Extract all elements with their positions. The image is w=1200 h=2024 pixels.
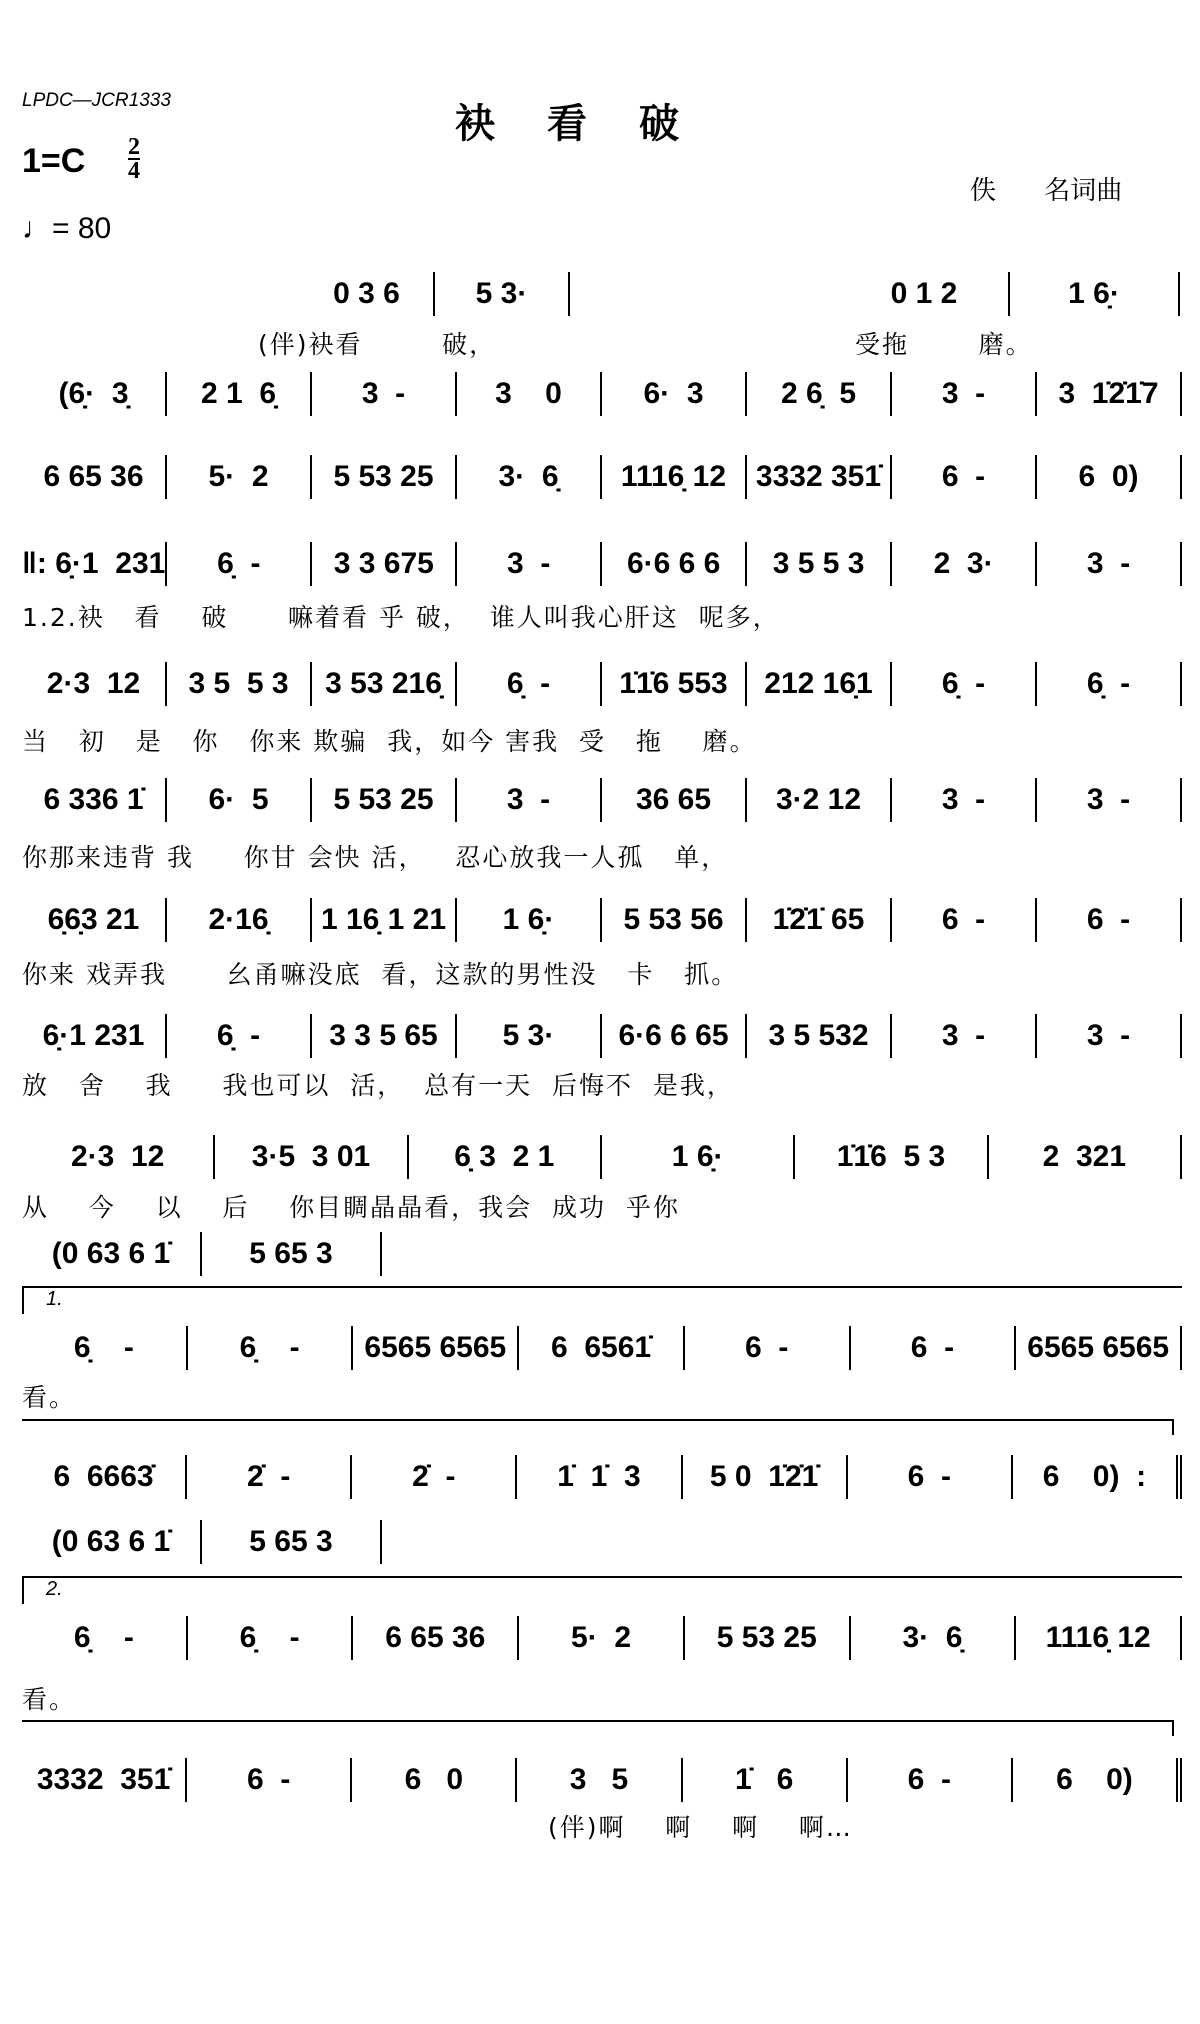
- measure: 6̣·1 231: [22, 1014, 167, 1058]
- measure: 3 -: [892, 372, 1037, 416]
- measure: (6̣· 3̣: [22, 372, 167, 416]
- measure: 2·3 12: [22, 662, 167, 706]
- measure: 6 65 36: [22, 455, 167, 499]
- score-row: [22, 372, 1182, 416]
- time-signature: [128, 136, 140, 182]
- measure: 2 3·: [892, 542, 1037, 586]
- measure: 6·6 6 6: [602, 542, 747, 586]
- measure: 6565 6565: [353, 1326, 519, 1370]
- score-row: [22, 1135, 1182, 1179]
- measure: 2·16̣: [167, 898, 312, 942]
- lyric-line: 你来 戏弄我 幺甬嘛没底 看，这款的男性没 卡 抓。: [22, 960, 739, 989]
- volta-bracket-1: [22, 1286, 1182, 1314]
- lyric-line: 1.2.袂 看 破 嘛着看 乎 破， 谁人叫我心肝这 呢多，: [22, 603, 780, 632]
- measure: 6̣ -: [1037, 662, 1182, 706]
- measure: 6 -: [848, 1455, 1013, 1499]
- measure: 5· 2: [519, 1616, 685, 1660]
- measure: 6̣ -: [457, 662, 602, 706]
- measure: 0 1 2: [840, 272, 1010, 316]
- composer-credit: 佚 名词曲: [970, 176, 1123, 206]
- measure: 2̇ -: [187, 1455, 352, 1499]
- measure: 5 3·: [435, 272, 570, 316]
- measure: 5 53 25: [685, 1616, 851, 1660]
- lyric-line: 放 舍 我 我也可以 活， 总有一天 后悔不 是我，: [22, 1071, 734, 1100]
- measure: 2 321: [989, 1135, 1182, 1179]
- volta-label: 1.: [46, 1288, 63, 1310]
- measure: 6565 6565: [1016, 1326, 1182, 1370]
- measure: 5 53 25: [312, 778, 457, 822]
- lyric-line: (伴)啊 啊 啊 啊…: [548, 1813, 853, 1842]
- score-row: [22, 455, 1182, 499]
- measure: 0 3 6: [300, 272, 435, 316]
- measure: 3 -: [457, 542, 602, 586]
- measure: 3 -: [892, 1014, 1037, 1058]
- measure: 3 5 5 3: [747, 542, 892, 586]
- measure: 3 5 5 3: [167, 662, 312, 706]
- measure: 3 5 532: [747, 1014, 892, 1058]
- pickup-row-b: [840, 272, 1180, 316]
- measure: 3 53 216̣: [312, 662, 457, 706]
- measure: 3 5: [517, 1758, 682, 1802]
- measure: 1̇1̇6 553: [602, 662, 747, 706]
- measure: 6 0): [1013, 1758, 1182, 1802]
- lyric-line: 你那来违背 我 你甘 会快 活， 忍心放我一人孤 单，: [22, 843, 729, 872]
- measure: 2·3 12: [22, 1135, 215, 1179]
- measure: 5 3·: [457, 1014, 602, 1058]
- measure: 6 -: [892, 455, 1037, 499]
- volta-label: 2.: [46, 1578, 63, 1600]
- measure: 6̣ -: [892, 662, 1037, 706]
- score-row: [22, 1326, 1182, 1370]
- lyric-line: 从 今 以 后 你目睭晶晶看，我会 成功 乎你: [22, 1193, 680, 1222]
- measure: 1̇ 6: [683, 1758, 848, 1802]
- measure: 3· 6̣: [457, 455, 602, 499]
- measure: (0 63 6 1̇: [22, 1520, 202, 1564]
- measure: 6̣ -: [22, 1616, 188, 1660]
- measure: 1116̣ 12: [602, 455, 747, 499]
- measure: 6̣6̣3 21: [22, 898, 167, 942]
- measure: 3 -: [1037, 1014, 1182, 1058]
- score-row: [22, 662, 1182, 706]
- lyric-line: 当 初 是 你 你来 欺骗 我，如今 害我 受 拖 磨。: [22, 727, 757, 756]
- measure: 1̇ 1̇ 3: [517, 1455, 682, 1499]
- measure: 1̇1̇6 5 3: [795, 1135, 988, 1179]
- score-row: [22, 1520, 382, 1564]
- score-row: [22, 898, 1182, 942]
- measure: 6̣ -: [167, 542, 312, 586]
- measure: 6 -: [1037, 898, 1182, 942]
- measure: 1 6̣·: [1010, 272, 1180, 316]
- measure: 1̇2̇1̇ 65: [747, 898, 892, 942]
- measure: 6 -: [685, 1326, 851, 1370]
- key-signature: 1=C: [22, 142, 86, 180]
- lyric-line: 看。: [22, 1685, 77, 1714]
- measure: 6 0): [1037, 455, 1182, 499]
- score-row: [22, 778, 1182, 822]
- measure: 2̇ -: [352, 1455, 517, 1499]
- volta-bracket-2: [22, 1576, 1182, 1604]
- pickup-row-a: [300, 272, 570, 316]
- measure: 3332 351̇: [22, 1758, 187, 1802]
- measure: 6·6 6 65: [602, 1014, 747, 1058]
- lyric-line: (伴)袂看 破，: [258, 330, 497, 359]
- tempo-marking: ♩= 80: [22, 212, 112, 245]
- time-signature-top: 2: [128, 134, 140, 160]
- measure: 6 -: [187, 1758, 352, 1802]
- lyric-line: 受拖 磨。: [855, 330, 1033, 359]
- measure: 3 -: [1037, 542, 1182, 586]
- volta-line: [22, 1720, 1174, 1736]
- measure: 6 6561̇: [519, 1326, 685, 1370]
- measure: 3 -: [312, 372, 457, 416]
- measure: 5 65 3: [202, 1520, 382, 1564]
- measure: 6 336 1̇: [22, 778, 167, 822]
- score-row: [22, 1616, 1182, 1660]
- score-row: [22, 542, 1182, 586]
- measure: 3332 351̇: [747, 455, 892, 499]
- measure: 6· 3: [602, 372, 747, 416]
- measure: 6̣ -: [188, 1326, 354, 1370]
- measure: 6 -: [851, 1326, 1017, 1370]
- score-code: LPDC—JCR1333: [22, 90, 171, 111]
- measure: 5· 2: [167, 455, 312, 499]
- measure: 5 65 3: [202, 1232, 382, 1276]
- measure: 1 16̣ 1 21: [312, 898, 457, 942]
- measure: 6 65 36: [353, 1616, 519, 1660]
- score-row: [22, 1758, 1182, 1802]
- measure: 6 -: [848, 1758, 1013, 1802]
- time-signature-bottom: 4: [128, 158, 140, 184]
- lyric-line: 看。: [22, 1383, 77, 1412]
- measure: 3· 6̣: [851, 1616, 1017, 1660]
- measure: 3 3 5 65: [312, 1014, 457, 1058]
- measure: 36 65: [602, 778, 747, 822]
- measure: 3 0: [457, 372, 602, 416]
- song-title: 袂看破: [455, 100, 731, 147]
- measure: 6 0: [352, 1758, 517, 1802]
- measure: 3 -: [892, 778, 1037, 822]
- measure: 3 3 675: [312, 542, 457, 586]
- measure: 3·5 3 01: [215, 1135, 408, 1179]
- volta-line: [22, 1419, 1174, 1435]
- score-row: [22, 1455, 1182, 1499]
- measure: ‖: 6̣·1 231: [22, 542, 167, 586]
- measure: 6̣ -: [188, 1616, 354, 1660]
- measure: 212 16̣1: [747, 662, 892, 706]
- measure: 1 6̣·: [602, 1135, 795, 1179]
- score-row: [22, 1232, 382, 1276]
- measure: 5 53 56: [602, 898, 747, 942]
- measure: 6· 5: [167, 778, 312, 822]
- measure: 6 6663̇: [22, 1455, 187, 1499]
- measure: 1 6̣·: [457, 898, 602, 942]
- measure: 6̣ 3 2 1: [409, 1135, 602, 1179]
- measure: 5 53 25: [312, 455, 457, 499]
- measure: (0 63 6 1̇: [22, 1232, 202, 1276]
- score-row: [22, 1014, 1182, 1058]
- measure: 2 1 6̣: [167, 372, 312, 416]
- measure: 6̣ -: [167, 1014, 312, 1058]
- measure: 3 -: [1037, 778, 1182, 822]
- measure: 2 6̣ 5: [747, 372, 892, 416]
- measure: 6 -: [892, 898, 1037, 942]
- measure: 6̣ -: [22, 1326, 188, 1370]
- measure: 1116̣ 12: [1016, 1616, 1182, 1660]
- measure: 5 0 1̇2̇1̇: [683, 1455, 848, 1499]
- measure: 3 -: [457, 778, 602, 822]
- measure: 3·2 12: [747, 778, 892, 822]
- measure: 6 0) :: [1013, 1455, 1182, 1499]
- measure: 3 1̇2̇1̇7: [1037, 372, 1182, 416]
